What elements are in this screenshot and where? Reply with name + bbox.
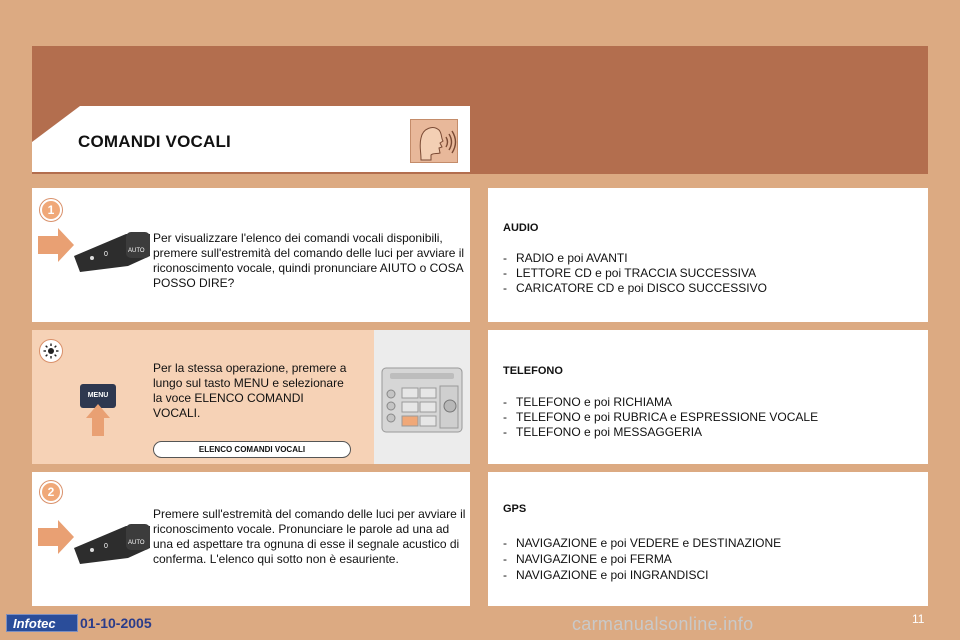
audio-command-list [503, 251, 767, 296]
arrow-icon [38, 228, 74, 262]
arrow-icon [38, 520, 74, 554]
step-tip-text: Per la stessa operazione, premere a lungo sul tasto MENU e selezionare la voce ELENCO COMANDI VOCALI. [153, 361, 347, 420]
lightbulb-icon [43, 343, 59, 359]
step-1-badge: 1 [40, 199, 62, 221]
svg-text:AUTO: AUTO [128, 540, 145, 546]
svg-text:AUTO: AUTO [128, 248, 145, 254]
list-item: - NAVIGAZIONE e poi INGRANDISCI [503, 567, 781, 583]
radio-unit-icon [380, 366, 466, 436]
list-item: - LETTORE CD e poi TRACCIA SUCCESSIVA [503, 266, 767, 281]
list-item: - RADIO e poi AVANTI [503, 251, 767, 266]
menu-button-label: MENU [87, 392, 109, 399]
list-item: - TELEFONO e poi MESSAGGERIA [503, 425, 818, 440]
audio-heading: AUDIO [503, 222, 539, 234]
light-stalk-icon [70, 518, 152, 566]
step-2-badge: 2 [40, 481, 62, 503]
list-item: - NAVIGAZIONE e poi FERMA [503, 551, 781, 567]
watermark: carmanualsonline.info [572, 614, 754, 634]
arrow-up-icon [86, 404, 110, 436]
telefono-heading: TELEFONO [503, 365, 563, 377]
infotec-logo: Infotec [6, 614, 78, 632]
list-item: - CARICATORE CD e poi DISCO SUCCESSIVO [503, 281, 767, 296]
tip-badge [39, 339, 63, 363]
list-item: - TELEFONO e poi RICHIAMA [503, 395, 818, 410]
gps-heading: GPS [503, 503, 527, 515]
step-1-text: Per visualizzare l'elenco dei comandi vocali disponibili, premere sull'estremità del comando delle luci per avviare il riconoscimento vocale, quindi pronunciare AIUTO o COSA POSSO DIRE? [153, 231, 465, 290]
footer-date: 01-10-2005 [80, 615, 152, 631]
step-2-text: Premere sull'estremità del comando delle luci per avviare il riconoscimento vocale. Pronunciare le parole ad una ad una ed aspettare tra ognuna di esse il segnale acustico di conferma. L'elenco qui sotto non è esauriente. [153, 507, 466, 566]
list-item: - NAVIGAZIONE e poi VEDERE e DESTINAZIONE [503, 535, 781, 551]
voice-command-icon [410, 119, 458, 163]
gps-command-list [503, 535, 781, 583]
list-item: - TELEFONO e poi RUBRICA e ESPRESSIONE VOCALE [503, 410, 818, 425]
svg-text:0: 0 [104, 543, 108, 550]
page-title: COMANDI VOCALI [78, 132, 231, 151]
svg-text:0: 0 [104, 251, 108, 258]
menu-item-pill: ELENCO COMANDI VOCALI [153, 441, 351, 458]
page-number: 11 [912, 612, 925, 626]
light-stalk-icon [70, 226, 152, 274]
telefono-command-list [503, 395, 818, 440]
